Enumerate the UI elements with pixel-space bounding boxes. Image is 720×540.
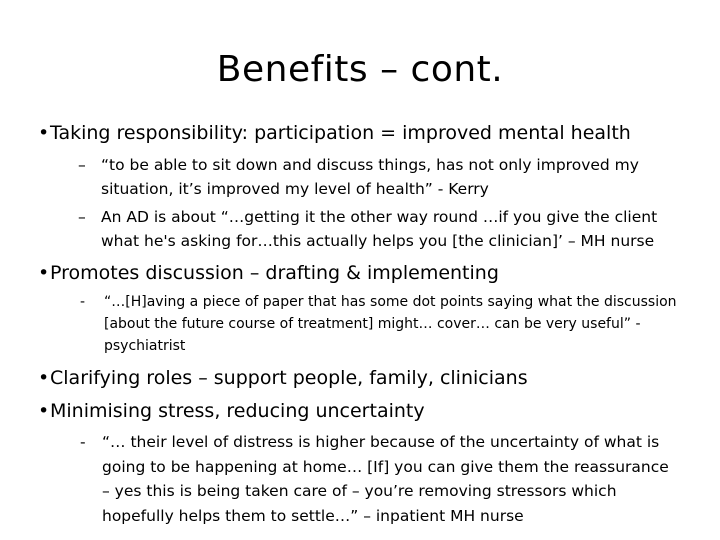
bullet-promotes-discussion xyxy=(38,261,499,285)
bullet-icon: • xyxy=(38,367,50,389)
dash-icon: – xyxy=(78,208,86,226)
sub-bullet-mh-nurse-quote xyxy=(78,205,698,253)
sub-bullet-inpatient-nurse-quote xyxy=(80,430,680,528)
bullet-text: Taking responsibility: participation = improved mental health xyxy=(50,122,631,144)
bullet-text: Promotes discussion – drafting & implementing xyxy=(50,262,499,284)
bullet-taking-responsibility xyxy=(38,121,631,145)
sub-bullet-text: “to be able to sit down and discuss things, has not only improved my situation, it’s improved my level of health” - Kerry xyxy=(101,156,639,198)
sub-bullet-psychiatrist-quote xyxy=(80,291,700,357)
dash-icon: – xyxy=(78,156,86,174)
hyphen-icon: - xyxy=(80,294,86,310)
bullet-icon: • xyxy=(38,400,50,422)
bullet-text: Clarifying roles – support people, family, clinicians xyxy=(50,367,528,389)
bullet-icon: • xyxy=(38,122,50,144)
bullet-text: Minimising stress, reducing uncertainty xyxy=(50,400,425,422)
sub-bullet-text: An AD is about “…getting it the other way round …if you give the client what he's asking for…this actually helps you [the clinician]’ – MH nurse xyxy=(101,208,658,250)
bullet-icon: • xyxy=(38,262,50,284)
slide-title: Benefits – cont. xyxy=(216,49,504,90)
sub-bullet-text: “… their level of distress is higher because of the uncertainty of what is going to be happening at home… [If] you can give them the reassurance – yes this is being taken care of – you’re removing stressors which hopefully helps them to settle…” – inpatient MH nurse xyxy=(102,433,669,525)
bullet-minimising-stress xyxy=(38,399,425,423)
bullet-clarifying-roles xyxy=(38,366,528,390)
sub-bullet-kerry-quote xyxy=(78,153,698,201)
hyphen-icon: - xyxy=(80,433,86,451)
sub-bullet-text: “…[H]aving a piece of paper that has some dot points saying what the discussion [about the future course of treatment] might… cover… can be very useful” - psychiatrist xyxy=(104,294,677,354)
